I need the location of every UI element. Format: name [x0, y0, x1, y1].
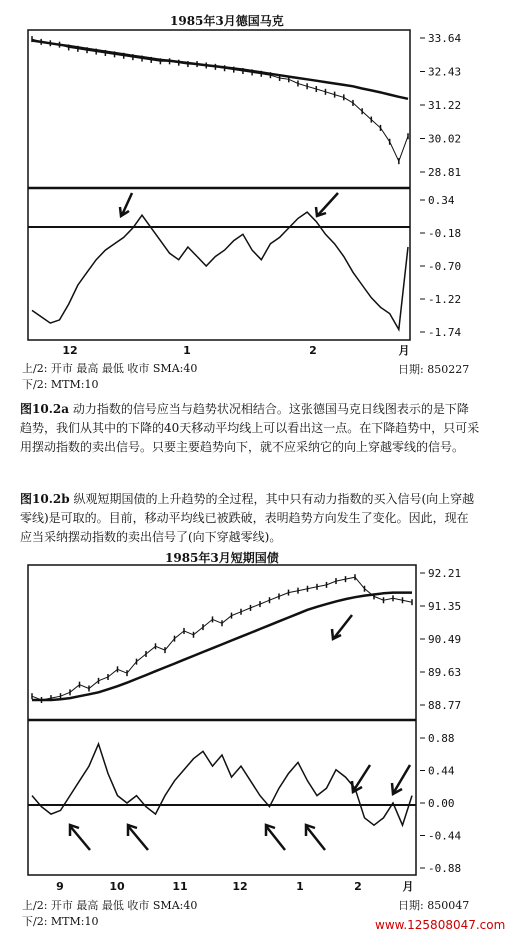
- y-tick-label: 89.63: [428, 666, 462, 679]
- y-tick-label: 0.34: [428, 194, 455, 207]
- y-tick-label: 90.49: [428, 633, 462, 646]
- x-tick-label: 1: [183, 344, 191, 357]
- caption-b-number: 图10.2b: [20, 492, 70, 506]
- y-tick-label: 0.44: [428, 764, 455, 778]
- chart1-momentum-line: [32, 212, 408, 329]
- chart2-date: 日期: 850047: [398, 899, 470, 912]
- chart1-price-panel: [32, 36, 408, 164]
- chart2-price-panel: [32, 574, 412, 703]
- y-tick-label: 92.21: [428, 567, 462, 580]
- x-tick-label: 2: [354, 880, 362, 893]
- y-tick-label: 88.77: [428, 699, 462, 712]
- x-tick-label: 9: [56, 880, 64, 893]
- chart1-legend-line1: 上/2: 开市 最高 最低 收市 SMA:40: [22, 362, 198, 375]
- chart1-legend-line2: 下/2: MTM:10: [22, 378, 99, 391]
- chart2-arrow-sell-2: [392, 765, 410, 794]
- x-tick-label: 月: [402, 880, 414, 893]
- chart2-arrow-price: [332, 615, 352, 639]
- caption-a-number: 图10.2a: [20, 402, 70, 416]
- x-tick-label: 12: [232, 880, 248, 893]
- y-tick-label: 0.88: [428, 732, 455, 745]
- x-tick-label: 11: [172, 880, 188, 893]
- chart1-title: 1985年3月德国马克: [170, 14, 284, 28]
- x-tick-label: 1: [296, 880, 304, 893]
- chart1-date: 日期: 850227: [398, 363, 470, 376]
- y-tick-label: -1.22: [428, 293, 462, 306]
- y-tick-label: 91.35: [428, 600, 462, 613]
- caption-b-text: 纵观短期国债的上升趋势的全过程，其中只有动力指数的买入信号(向上穿越零线)是可取的。目前，移动平均线已被跌破，表明趋势方向发生了变化。因此，现在应当采纳摆动指数的卖出信号了(向下穿越零线)。: [20, 492, 475, 544]
- caption-b: [20, 490, 480, 547]
- y-tick-label: 32.43: [428, 65, 462, 79]
- x-tick-label: 12: [62, 344, 78, 357]
- y-tick-label: -0.18: [428, 227, 462, 240]
- chart2-price-bars: [32, 577, 412, 700]
- chart1-arrow-2: [316, 193, 338, 216]
- chart2-arrow-buy-4: [306, 825, 325, 850]
- chart2-arrow-buy-1: [70, 825, 90, 850]
- y-tick-label: -0.88: [428, 862, 462, 875]
- chart2-momentum-line: [32, 744, 412, 825]
- y-tick-label: 33.64: [428, 32, 462, 45]
- caption-a-text: 动力指数的信号应当与趋势状况相结合。这张德国马克日线图表示的是下降趋势，我们从其中的下降的40天移动平均线上可以看出这一点。在下降趋势中，只可采用摆动指数的卖出信号。只要主要趋势向下，就不应采纳它的向上穿越零线的信号。: [20, 402, 480, 454]
- chart2-arrow-buy-2: [128, 825, 148, 850]
- chart1-svg: [0, 0, 492, 360]
- chart2-sma-line: [32, 593, 412, 700]
- chart1-momentum-panel: [32, 212, 408, 329]
- y-tick-label: 31.22: [428, 99, 462, 112]
- chart1-frame: [28, 30, 410, 340]
- chart1-price-bars: [32, 39, 408, 161]
- y-tick-label: -1.74: [428, 326, 462, 339]
- chart2-arrow-buy-3: [266, 825, 285, 850]
- x-tick-label: 2: [309, 344, 317, 357]
- chart1-arrow-1: [120, 193, 132, 216]
- y-tick-label: 0.00: [428, 797, 455, 810]
- y-tick-label: -0.70: [428, 260, 462, 273]
- watermark: www.125808047.com: [375, 918, 505, 932]
- y-tick-label: -0.44: [428, 829, 462, 843]
- chart1-sma-line: [32, 41, 408, 99]
- caption-a: [20, 400, 480, 457]
- y-tick-label: 30.02: [428, 132, 462, 146]
- chart2-legend-line1: 上/2: 开市 最高 最低 收市 SMA:40: [22, 899, 198, 912]
- x-tick-label: 10: [109, 880, 125, 893]
- chart2-legend-line2: 下/2: MTM:10: [22, 915, 99, 928]
- chart2-svg: [0, 560, 492, 900]
- chart2-arrow-sell-1: [352, 765, 370, 792]
- x-tick-label: 月: [398, 344, 410, 357]
- chart2-title: 1985年3月短期国债: [165, 551, 279, 565]
- chart2-momentum-panel: [32, 744, 412, 825]
- y-tick-label: 28.81: [428, 166, 462, 179]
